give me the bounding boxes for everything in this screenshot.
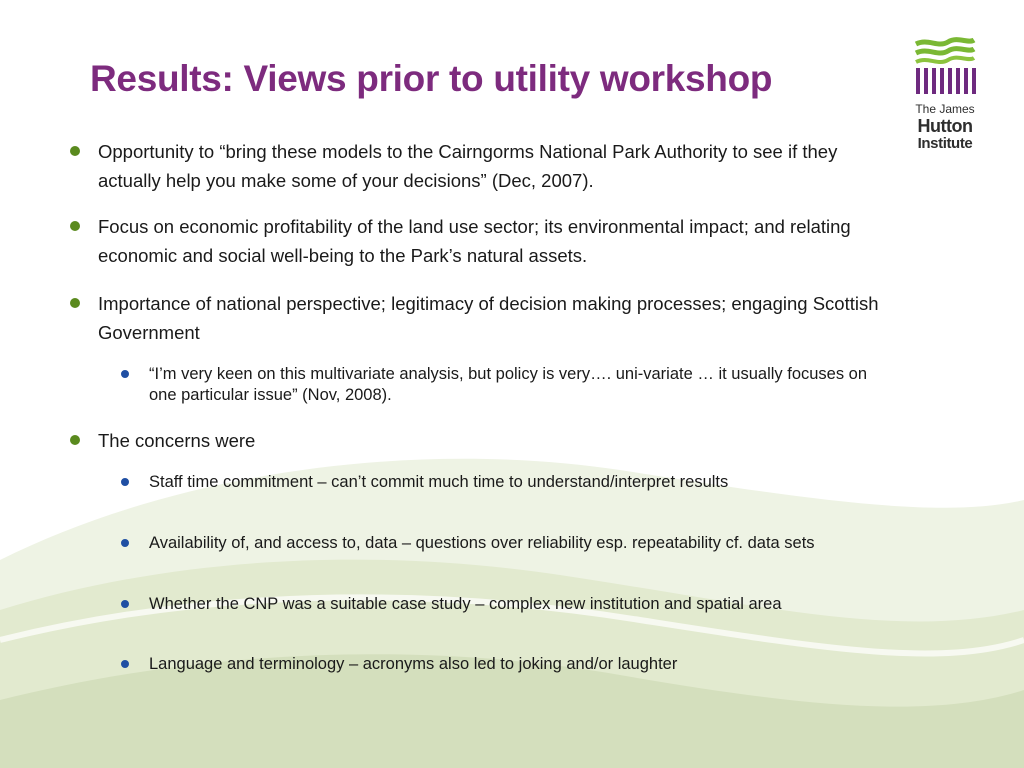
bullet-icon xyxy=(121,539,129,547)
bullet-icon xyxy=(70,221,80,231)
list-item: Whether the CNP was a suitable case study – complex new institution and spatial area xyxy=(149,595,782,613)
list-item: Focus on economic profitability of the land use sector; its environmental impact; and relating economic and social well-being to the Park’s natural assets. xyxy=(98,216,851,266)
list-item: Staff time commitment – can’t commit much time to understand/interpret results xyxy=(149,473,729,491)
bullet-icon xyxy=(70,435,80,445)
list-item: The concerns were xyxy=(98,430,256,451)
bullet-icon xyxy=(70,298,80,308)
slide-title: Results: Views prior to utility workshop xyxy=(90,58,773,99)
list-item: Language and terminology – acronyms also led to joking and/or laughter xyxy=(149,655,678,673)
list-item: Opportunity to “bring these models to the Cairngorms National Park Authority to see if they actually help you make some of your decisions” (Dec, 2007). xyxy=(98,141,838,191)
list-item: Availability of, and access to, data – questions over reliability esp. repeatability cf. data sets xyxy=(149,534,815,552)
bullet-icon xyxy=(70,146,80,156)
list-item: Importance of national perspective; legitimacy of decision making processes; engaging Scottish Government xyxy=(98,293,879,343)
bullet-icon xyxy=(121,370,129,378)
logo-text-line2: Hutton xyxy=(917,116,973,136)
bullet-icon xyxy=(121,660,129,668)
logo-text-line1: The James xyxy=(915,102,975,116)
logo-text-line3: Institute xyxy=(917,135,973,152)
bullet-icon xyxy=(121,478,129,486)
bullet-icon xyxy=(121,600,129,608)
list-item: “I’m very keen on this multivariate analysis, but policy is very…. uni-variate … it usually focuses on one particular issue” (Nov, 2008). xyxy=(149,365,868,404)
